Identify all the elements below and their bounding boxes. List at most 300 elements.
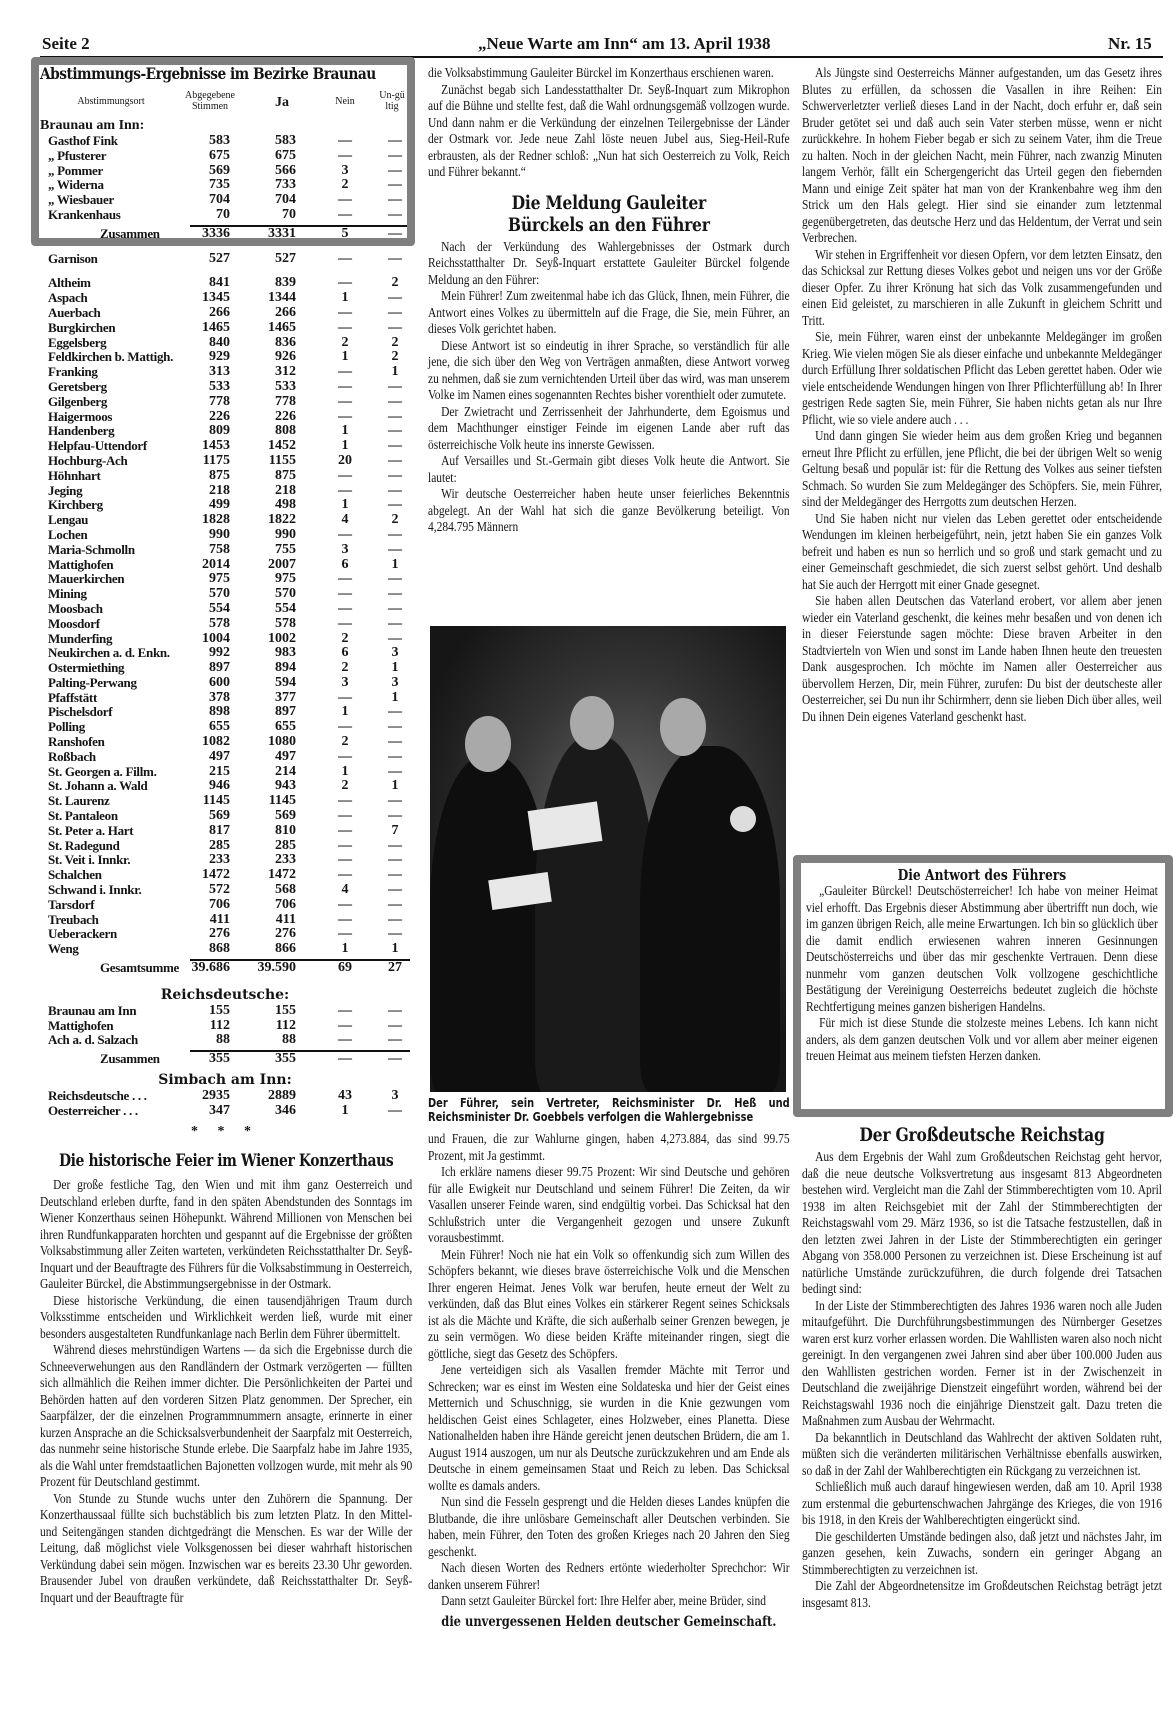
cell-no: 43 — [338, 1088, 352, 1104]
cell-yes: 3331 — [268, 225, 296, 241]
cell-yes: 2007 — [268, 556, 296, 572]
article-heading: Der Großdeutsche Reichstag — [859, 1124, 1105, 1146]
cell-place: Zusammen — [100, 225, 160, 241]
cell-place: Aspach — [48, 290, 88, 306]
cell-yes: 276 — [275, 926, 296, 942]
cell-invalid: — — [388, 748, 402, 764]
cell-place: Polling — [48, 719, 85, 735]
cell-yes: 755 — [275, 541, 296, 557]
cell-cast: 1082 — [202, 734, 230, 750]
table-row — [40, 676, 410, 691]
cell-cast: 276 — [209, 926, 230, 942]
paragraph: Mein Führer! Noch nie hat ein Volk so offenkundig sich zum Willen des Schöpfers bekannt, wie dieses brave österreichische Volk und die Menschen Ihrer engeren Heimat. Jenes Volk war berufen, heute erneut der Welt zu verkünden, daß das Blut eines Volkes ein stärkerer Regent seines Schicksals ist als die Mächte und Kräfte, die sich außerhalb seiner Grenzen bewegen, je zu sein vermögen. Wo diese beiden Kräfte miteinander ringen, siegt die göttliche, siegt das Gesetz des Schöpfers. — [428, 1247, 790, 1362]
cell-place: Mattighofen — [48, 556, 114, 572]
cell-cast: 1145 — [202, 793, 230, 809]
paragraph: In der Liste der Stimmberechtigten des Jahres 1936 waren noch alle Juden mitaufgeführt. Die Durchführungsbestimmungen des Nürnberger Gesetzes waren erst kurz vorher erlassen worden. Die Wahllisten waren also noch nicht gereinigt. In den vergangenen zwei Jahren sind aber über 100.000 Juden aus den Wahllisten gestrichen worden. Ferner ist in der Zwischenzeit in Deutschland die zweijährige Dienstzeit eingeführt worden, während bei der Reichstagswahl 1936 noch die einjährige Dienstzeit galt. Dazu treten die Maßnahmen zum Ausbau der Wehrmacht. — [802, 1298, 1162, 1429]
cell-no: — — [338, 1051, 352, 1067]
cell-cast: 1175 — [202, 452, 230, 468]
cell-cast: 840 — [209, 334, 230, 350]
paragraph: Mein Führer! Zum zweitenmal habe ich das Glück, Ihnen, mein Führer, die Antwort eines Volkes zu übermitteln auf die Frage, die Sie, mein Führer, an dieses Volk gerichtet haben. — [428, 289, 790, 337]
cell-cast: 527 — [209, 250, 230, 266]
cell-invalid: — — [388, 1051, 402, 1067]
paragraph: Wir stehen in Ergriffenheit vor diesen Opfern, vor dem letzten Einsatz, den das Schicksal zur Rettung dieses Volkes gebot und neigen uns vor der Größe dieser Opfer. Zu ihrer Krönung hat sich das Volk zusammengefunden und einen Eid geleistet, zu marschieren in alle Zukunft in gleichem Schritt und Tritt. — [802, 247, 1162, 329]
cell-invalid: — — [388, 452, 402, 468]
cell-cast: 875 — [209, 467, 230, 483]
cell-cast: 378 — [209, 689, 230, 705]
cell-cast: 313 — [209, 364, 230, 380]
paragraph: Zunächst begab sich Landesstatthalter Dr. Seyß-Inquart zum Mikrophon auf die Bühne und stellte fest, daß die Wahl ordnungsgemäß vollzogen wurde. Und dann nahm er die Verkündung der einzelnen Teilergebnisse der Länder der Ostmark vor. Jede neue Zahl löste neuen Jubel aus, Sieg-Heil-Rufe erbrausten, als der Redner schloß: „Nun hat sich Oesterreich zu Volk, Reich und Führer bekannt.“ — [428, 82, 790, 180]
cell-no: — — [338, 275, 352, 291]
cell-invalid: 1 — [391, 660, 399, 676]
cell-no: — — [338, 600, 352, 616]
cell-cast: 2935 — [202, 1088, 230, 1104]
table-row — [40, 1052, 410, 1067]
cell-place: Moosdorf — [48, 615, 100, 631]
cell-no: — — [338, 793, 352, 809]
cell-cast: 1345 — [202, 290, 230, 306]
cell-yes: 498 — [275, 497, 296, 513]
cell-invalid: — — [388, 734, 402, 750]
cell-invalid: 1 — [391, 556, 399, 572]
cell-no: — — [338, 192, 352, 208]
cell-cast: 112 — [209, 1017, 230, 1033]
cell-yes: 875 — [275, 467, 296, 483]
cell-place: Schalchen — [48, 867, 102, 883]
table-row — [40, 646, 410, 661]
cell-yes: 866 — [275, 941, 296, 957]
cell-place: Palting-Perwang — [48, 674, 137, 690]
cell-no: — — [338, 526, 352, 542]
cell-invalid: — — [388, 319, 402, 335]
cell-place: Haigermoos — [48, 408, 113, 424]
table-row — [40, 691, 410, 706]
table-row — [40, 839, 410, 854]
cell-yes: 218 — [275, 482, 296, 498]
cell-no: 3 — [341, 674, 349, 690]
paragraph: Für mich ist diese Stunde die stolzeste meines Lebens. Ich kann nicht anders, als dem ganzen deutschen Volk und vor allem aber meiner eigenen treuen Heimat aus meinem tiefsten Herzen danken. — [806, 1016, 1158, 1064]
cell-no: 2 — [341, 630, 349, 646]
cell-no: 1 — [341, 763, 349, 779]
cell-no: 2 — [341, 734, 349, 750]
cell-no: 1 — [341, 290, 349, 306]
table-row — [40, 484, 410, 499]
cell-cast: 1453 — [202, 438, 230, 454]
cell-invalid: — — [388, 896, 402, 912]
paragraph: die Volksabstimmung Gauleiter Bürckel im Konzerthaus erschienen waren. — [428, 66, 774, 81]
paragraph: Die Zahl der Abgeordnetensitze im Großdeutschen Reichstag beträgt jetzt insgesamt 813. — [802, 1579, 1162, 1611]
cell-invalid: — — [388, 526, 402, 542]
table-row — [40, 252, 410, 267]
cell-no: — — [338, 837, 352, 853]
separator-asterisks: * * * — [191, 1123, 259, 1139]
table-row — [40, 380, 410, 395]
table-row — [40, 942, 410, 957]
cell-no: — — [338, 926, 352, 942]
cell-no: — — [338, 206, 352, 222]
cell-cast: 897 — [209, 660, 230, 676]
table-row — [40, 809, 410, 824]
table-row — [40, 750, 410, 765]
paragraph: Ich erkläre namens dieser 99.75 Prozent: Wir sind Deutsche und gehören für alle Ewigkeit nur Deutschland und seinem Führer! Die Zeiten, da wir Vasallen unserer Feinde waren, sind endgültig vorbei. Das Schicksal hat den Schlußstrich unter die Vergangenheit gezogen und unsere Zukunft vorausbestimmt. — [428, 1165, 790, 1246]
cell-yes: 226 — [275, 408, 296, 424]
cell-no: 1 — [341, 704, 349, 720]
cell-place: „ Wiesbauer — [48, 192, 114, 208]
cell-invalid: — — [388, 250, 402, 266]
cell-invalid: — — [388, 882, 402, 898]
paragraph: Während dieses mehrstündigen Wartens — da sich die Ergebnisse durch die Schneeverwehungen aus den Randländern der Ostmark verzögerten — füllten sich allmählich die Reihen immer dichter. Die Persönlichkeiten der Partei und Behörden hatten auf den vorderen Sitzen Platz genommen. Der Sprecher, ein Saarpfälzer, der die einzelnen Programmnummern ansagte, erinnerte in einer kurzen Ansprache an die Schicksalsverbundenheit der Saarpfalz mit Oesterreich, das nunmehr seine historische Stunde erlebe. Die Saarpfalz habe im Jahre 1935, als die Wahl unter fremdstaatlichen Bajonetten vollzogen wurde, mit mehr als 90 Prozent für Deutschland gestimmt. — [40, 1343, 413, 1490]
cell-cast: 578 — [209, 615, 230, 631]
cell-no: 20 — [338, 452, 352, 468]
cell-place: Mattighofen — [48, 1017, 114, 1033]
cell-place: Braunau am Inn — [48, 1002, 137, 1018]
article-feier — [40, 1150, 412, 1607]
table-row — [40, 410, 410, 425]
cell-cast: 355 — [209, 1051, 230, 1067]
cell-yes: 214 — [275, 763, 296, 779]
cell-no: 3 — [341, 162, 349, 178]
table-row — [40, 794, 410, 809]
cell-yes: 533 — [275, 378, 296, 394]
cell-no: — — [338, 586, 352, 602]
cell-yes: 675 — [275, 147, 296, 163]
cell-place: Höhnhart — [48, 467, 101, 483]
cell-yes: 1465 — [268, 319, 296, 335]
cell-place: Burgkirchen — [48, 319, 116, 335]
cell-yes: 1452 — [268, 438, 296, 454]
cell-no: 1 — [341, 423, 349, 439]
cell-cast: 233 — [209, 852, 230, 868]
cell-place: St. Georgen a. Fillm. — [48, 763, 157, 779]
cell-invalid: — — [388, 482, 402, 498]
cell-cast: 215 — [209, 763, 230, 779]
cell-place: Lengau — [48, 512, 89, 528]
cell-cast: 990 — [209, 526, 230, 542]
article-meldung-right — [802, 66, 1162, 726]
table-row — [40, 1104, 410, 1119]
cell-place: Mauerkirchen — [48, 571, 125, 587]
cell-invalid: — — [388, 225, 402, 241]
group-heading-simbach: Simbach am Inn: — [158, 1072, 292, 1089]
cell-invalid: 1 — [391, 364, 399, 380]
newspaper-dateline: „Neue Warte am Inn“ am 13. April 1938 — [478, 34, 771, 53]
table-row — [40, 291, 410, 306]
cell-no: 2 — [341, 177, 349, 193]
table-row — [40, 705, 410, 720]
cell-place: St. Laurenz — [48, 793, 110, 809]
cell-invalid: — — [388, 1017, 402, 1033]
table-row — [40, 961, 410, 976]
cell-invalid: — — [388, 1102, 402, 1118]
cell-invalid: — — [388, 586, 402, 602]
table-row — [40, 558, 410, 573]
table-row — [40, 321, 410, 336]
cell-invalid: — — [388, 177, 402, 193]
cell-invalid: — — [388, 615, 402, 631]
cell-place: Pfaffstätt — [48, 689, 97, 705]
paragraph: Diese Antwort ist so eindeutig in ihrer Sprache, so verständlich für alle jene, die sich über den Weg von Verträgen anmaßten, diese Antwort vorweg zu nehmen, daß sie zum vernichtenden Urteil über das wird, was man unserem Volke im Namen eines sogenannten Rechtes bisher vorenthielt oder zumutete. — [428, 338, 790, 403]
cell-cast: 704 — [209, 192, 230, 208]
cell-cast: 655 — [209, 719, 230, 735]
cell-cast: 675 — [209, 147, 230, 163]
cell-no: — — [338, 393, 352, 409]
cell-invalid: 2 — [391, 512, 399, 528]
cell-yes: 285 — [275, 837, 296, 853]
cell-yes: 377 — [275, 689, 296, 705]
cell-no: — — [338, 689, 352, 705]
table-row — [40, 765, 410, 780]
cell-place: Tarsdorf — [48, 896, 95, 912]
table-row — [40, 513, 410, 528]
cell-place: Garnison — [48, 250, 98, 266]
cell-yes: 594 — [275, 674, 296, 690]
col-header-yes: Ja — [275, 95, 289, 110]
cell-yes: 569 — [275, 808, 296, 824]
cell-invalid: 3 — [391, 674, 399, 690]
cell-invalid: 3 — [391, 645, 399, 661]
cell-no: 1 — [341, 1102, 349, 1118]
cell-cast: 992 — [209, 645, 230, 661]
cell-yes: 570 — [275, 586, 296, 602]
cell-no: — — [338, 482, 352, 498]
cell-cast: 778 — [209, 393, 230, 409]
table-row — [40, 720, 410, 735]
cell-place: Franking — [48, 364, 98, 380]
table-row — [40, 927, 410, 942]
cell-no: — — [338, 852, 352, 868]
paragraph: Der große festliche Tag, den Wien und mit ihm ganz Oesterreich und Deutschland erleben durfte, fand in den späten Abendstunden des Sonntags im Wiener Konzerthaus seinen Höhepunkt. Während Millionen von Menschen bei ihren Rundfunkapparaten horchten und gespannt auf die Ergebnisse der größten Volksabstimmung aller Zeiten warteten, verkündeten Reichsstatthalter Dr. Seyß-Inquart und der Beauftragte des Führers für die Volksabstimmung in Oesterreich, Gauleiter Bürckel, die Abstimmungsergebnisse in der Ostmark. — [40, 1178, 413, 1292]
table-row — [40, 1019, 410, 1034]
cell-invalid: — — [388, 630, 402, 646]
highlight-box-antwort — [793, 855, 1173, 1117]
article-heading: Die historische Feier im Wiener Konzerthaus — [58, 1151, 394, 1171]
cell-place: Ueberackern — [48, 926, 117, 942]
cell-cast: 946 — [209, 778, 230, 794]
cell-invalid: — — [388, 393, 402, 409]
cell-invalid: — — [388, 763, 402, 779]
table-row — [40, 602, 410, 617]
cell-invalid: — — [388, 162, 402, 178]
cell-invalid: — — [388, 206, 402, 222]
cell-no: 6 — [341, 645, 349, 661]
cell-yes: 583 — [275, 133, 296, 148]
cell-no: 5 — [341, 225, 349, 241]
cell-cast: 1828 — [202, 512, 230, 528]
cell-place: St. Pantaleon — [48, 808, 118, 824]
cell-invalid: — — [388, 467, 402, 483]
cell-cast: 898 — [209, 704, 230, 720]
cell-no: — — [338, 1017, 352, 1033]
paragraph: Wir deutsche Oesterreicher haben heute unser feierliches Bekenntnis abgelegt. An der Wahl hat sich die ganze Bevölkerung beteiligt. Von 4,284.795 Männern — [428, 487, 790, 535]
cell-invalid: — — [388, 837, 402, 853]
cell-yes: 70 — [282, 206, 296, 222]
cell-invalid: — — [388, 290, 402, 306]
table-row — [40, 336, 410, 351]
cell-cast: 39.686 — [191, 960, 230, 976]
paragraph: Und dann gingen Sie wieder heim aus dem großen Krieg und begannen erneut Ihre Pflicht zu erfüllen, jene Pflicht, die bei der übrigen Welt so wenig Geltung besaß und populär ist: für die Rettung des Volkes aus seiner tiefsten Schmach. So wurden Sie zum Meldegänger des Schöpfers. Sie, mein Führer, sind der Meldegänger des Herrgotts zum deutschen Herzen. — [802, 429, 1162, 510]
cell-invalid: — — [388, 867, 402, 883]
paragraph: und Frauen, die zur Wahlurne gingen, haben 4,273.884, das sind 99.75 Prozent, mit Ja gestimmt. — [428, 1132, 790, 1164]
cell-yes: 1145 — [268, 793, 296, 809]
cell-no: — — [338, 1002, 352, 1018]
cell-no: — — [338, 571, 352, 587]
cell-place: Reichsdeutsche . . . — [48, 1088, 147, 1104]
cell-yes: 894 — [275, 660, 296, 676]
cell-place: „ Pfusterer — [48, 147, 107, 163]
cell-no: — — [338, 147, 352, 163]
cell-cast: 975 — [209, 571, 230, 587]
cell-yes: 2889 — [268, 1088, 296, 1104]
cell-place: Pischelsdorf — [48, 704, 113, 720]
cell-invalid: — — [388, 304, 402, 320]
cell-yes: 39.590 — [257, 960, 296, 976]
cell-yes: 926 — [275, 349, 296, 365]
paragraph: „Gauleiter Bürckel! Deutschösterreicher! Ich habe von meiner Heimat viel erhofft. Das Ergebnis dieser Abstimmung aber übertrifft nun doch, wie im ganzen übrigen Reich, alle meine Erwartungen. Ich bin so glücklich über die damit endlich erwiesenen wahren inneren Gesinnungen Deutschösterreichs und über das mir geschenkte Vertrauen. Denn diese nunmehr vom ganzen deutschen Volk vollzogene geschichtliche Bestätigung der Vereinigung Oesterreichs bedeutet zugleich die höchste Rechtfertigung meines ganzen bisherigen Handelns. — [806, 884, 1158, 1015]
table-row — [40, 572, 410, 587]
cell-no: 69 — [338, 960, 352, 976]
cell-no: — — [338, 911, 352, 927]
cell-place: Neukirchen a. d. Enkn. — [48, 645, 170, 661]
group-heading-braunau: Braunau am Inn: — [40, 118, 145, 133]
cell-place: Gilgenberg — [48, 393, 108, 409]
cell-cast: 868 — [209, 941, 230, 957]
cell-invalid: — — [388, 423, 402, 439]
cell-no: — — [338, 748, 352, 764]
cell-cast: 706 — [209, 896, 230, 912]
cell-yes: 112 — [275, 1017, 296, 1033]
paragraph: Jene verteidigen sich als Vasallen fremder Mächte mit Terror und Schrecken; war es einst im Westen eine Soldateska und hier der Geist eines Metternich und Schuschnigg, sie wurden in die Knie gezwungen vom heldischen Geist eines Schlageter, eines Holzweber, eines Planetta. Diese Nationalhelden haben ihre Hände gereicht jenen deutschen Brüdern, die am 1. August 1914 auszogen, um nur als Deutsche zurückzukehren und am Ende als Deutsche in einem gemeinsamen Staat und Reich zu leben. Das Schicksal wollte es damals anders. — [428, 1363, 790, 1494]
table-row — [40, 913, 410, 928]
cell-cast: 572 — [209, 882, 230, 898]
paragraph: Von Stunde zu Stunde wuchs unter den Zuhörern die Spannung. Der Konzerthaussaal füllte sich buchstäblich bis zum letzten Platz. In den Mittel- und Seitengängen standen dichtgedrängt die Menschen. Es war der Wille der Leitung, daß möglichst viele Volksgenossen bei dieser wahrhaft historischen Verkündung dabei sein mögen. Inzwischen war es bereits 23.30 Uhr geworden. Brausender Jubel von draußen verkündete, daß Reichsstatthalter Dr. Seyß-Inquart und der Beauftragte für — [40, 1491, 413, 1606]
cell-cast: 583 — [209, 133, 230, 148]
group-heading-reichsdeutsche: Reichsdeutsche: — [160, 986, 290, 1003]
cell-cast: 226 — [209, 408, 230, 424]
cell-invalid: 2 — [391, 275, 399, 291]
cell-place: „ Pommer — [48, 162, 103, 178]
cell-no: 1 — [341, 941, 349, 957]
table-row — [40, 276, 410, 291]
cell-invalid: 2 — [391, 334, 399, 350]
cell-yes: 897 — [275, 704, 296, 720]
paragraph: Die geschilderten Umstände bedingen also, daß jetzt und nächstes Jahr, im ganzen gesehen, kein Zuwachs, sondern ein geringer Abgang an Stimmberechtigten zu verzeichnen ist. — [802, 1529, 1162, 1578]
cell-place: St. Veit i. Innkr. — [48, 852, 131, 868]
cell-place: Gasthof Fink — [48, 133, 118, 148]
cell-place: Eggelsberg — [48, 334, 107, 350]
cell-invalid: — — [388, 133, 402, 148]
cell-yes: 411 — [275, 911, 296, 927]
cell-place: Schwand i. Innkr. — [48, 882, 142, 898]
cell-place: Ach a. d. Salzach — [48, 1032, 138, 1048]
cell-no: 4 — [341, 512, 349, 528]
col-header-cast: Abgegebene Stimmen — [185, 90, 235, 112]
cell-no: — — [338, 364, 352, 380]
cell-no: 4 — [341, 882, 349, 898]
cell-no: — — [338, 467, 352, 483]
table-row — [40, 632, 410, 647]
cell-cast: 70 — [216, 206, 230, 222]
cell-invalid: — — [388, 1002, 402, 1018]
cell-yes: 704 — [275, 192, 296, 208]
cell-no: — — [338, 408, 352, 424]
table-row — [40, 587, 410, 602]
cell-invalid: — — [388, 497, 402, 513]
table-row — [40, 469, 410, 484]
table-row — [40, 395, 410, 410]
cell-yes: 836 — [275, 334, 296, 350]
cell-yes: 554 — [275, 600, 296, 616]
article-reichstag — [802, 1124, 1162, 1612]
table-row — [40, 617, 410, 632]
issue-number: Nr. 15 — [1108, 34, 1152, 53]
box-heading: Die Antwort des Führers — [897, 866, 1067, 884]
cell-cast: 347 — [209, 1102, 230, 1118]
cell-place: Ostermiething — [48, 660, 125, 676]
cell-cast: 533 — [209, 378, 230, 394]
cell-cast: 499 — [209, 497, 230, 513]
article-intro — [428, 66, 790, 537]
cell-yes: 1002 — [268, 630, 296, 646]
cell-invalid: — — [388, 704, 402, 720]
cell-cast: 1465 — [202, 319, 230, 335]
cell-cast: 155 — [209, 1002, 230, 1018]
cell-invalid: — — [388, 378, 402, 394]
cell-place: Lochen — [48, 526, 88, 542]
cell-place: Oesterreicher . . . — [48, 1102, 138, 1118]
cell-place: St. Radegund — [48, 837, 120, 853]
cell-no: 6 — [341, 556, 349, 572]
highlight-box-table — [31, 57, 415, 246]
cell-cast: 1004 — [202, 630, 230, 646]
cell-place: Treubach — [48, 911, 99, 927]
cell-yes: 312 — [275, 364, 296, 380]
photo-caption: Der Führer, sein Vertreter, Reichsminister Dr. Heß und Reichsminister Dr. Goebbels verfolgen die Wahlergebnisse — [428, 1096, 790, 1124]
cell-no: 1 — [341, 438, 349, 454]
cell-yes: 497 — [275, 748, 296, 764]
cell-yes: 568 — [275, 882, 296, 898]
page-number: Seite 2 — [42, 34, 90, 53]
table-row — [40, 824, 410, 839]
table-row — [40, 735, 410, 750]
cell-cast: 554 — [209, 600, 230, 616]
cell-cast: 809 — [209, 423, 230, 439]
cell-place: Munderfing — [48, 630, 113, 646]
cell-cast: 218 — [209, 482, 230, 498]
news-photo — [430, 626, 786, 1092]
cell-yes: 355 — [275, 1051, 296, 1067]
paragraph: Nun sind die Fesseln gesprengt und die Helden dieses Landes knüpfen die Blutbande, die ihre unlösbare Gemeinschaft aller Deutschen verbinden. Sie haben, mein Führer, den Toten des großen Krieges nach 20 Jahren den Sieg geschenkt. — [428, 1495, 790, 1560]
table-row — [40, 883, 410, 898]
cell-cast: 841 — [209, 275, 230, 291]
cell-invalid: — — [388, 571, 402, 587]
article-heading: Die Meldung Gauleiter Bürckels an den Führer — [507, 191, 710, 236]
cell-yes: 733 — [275, 177, 296, 193]
cell-yes: 808 — [275, 423, 296, 439]
cell-no: — — [338, 304, 352, 320]
cell-cast: 600 — [209, 674, 230, 690]
col-header-no: Nein — [335, 96, 355, 107]
cell-invalid: — — [388, 911, 402, 927]
cell-invalid: 2 — [391, 349, 399, 365]
cell-invalid: 1 — [391, 778, 399, 794]
cell-no: — — [338, 133, 352, 148]
cell-no: — — [338, 867, 352, 883]
cell-place: Ranshofen — [48, 734, 105, 750]
col-header-invalid: Un-gültig — [379, 90, 405, 112]
cell-cast: 411 — [209, 911, 230, 927]
cell-cast: 570 — [209, 586, 230, 602]
cell-invalid: — — [388, 438, 402, 454]
table-title: Abstimmungs-Ergebnisse im Bezirke Braunau — [40, 64, 376, 83]
